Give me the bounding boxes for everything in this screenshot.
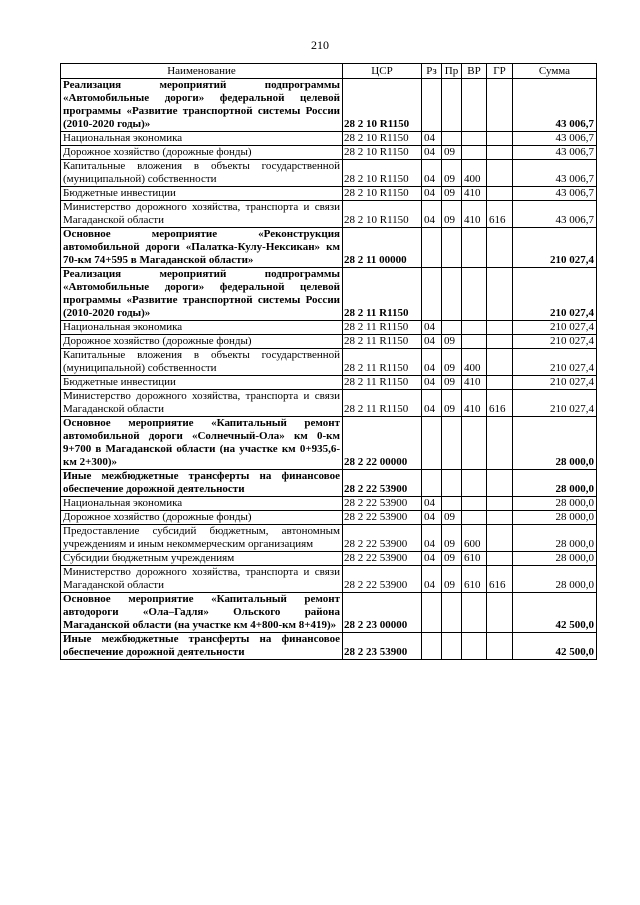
cell-vr	[462, 228, 487, 268]
cell-gr	[487, 79, 513, 132]
cell-vr: 410	[462, 390, 487, 417]
table-row	[61, 79, 597, 132]
cell-csr: 28 2 23 53900	[343, 633, 422, 660]
cell-gr	[487, 417, 513, 470]
table-row	[61, 228, 597, 268]
cell-pr	[442, 268, 462, 321]
cell-csr: 28 2 22 53900	[343, 552, 422, 566]
cell-pr: 09	[442, 160, 462, 187]
cell-sum: 210 027,4	[513, 390, 597, 417]
cell-csr: 28 2 10 R1150	[343, 79, 422, 132]
cell-rz	[422, 417, 442, 470]
cell-pr	[442, 132, 462, 146]
header-name: Наименование	[61, 64, 343, 79]
cell-gr	[487, 321, 513, 335]
table-row	[61, 349, 597, 376]
cell-vr: 610	[462, 566, 487, 593]
cell-vr: 410	[462, 201, 487, 228]
cell-gr	[487, 376, 513, 390]
cell-csr: 28 2 11 R1150	[343, 321, 422, 335]
cell-vr	[462, 593, 487, 633]
cell-csr: 28 2 22 00000	[343, 417, 422, 470]
cell-pr	[442, 497, 462, 511]
cell-csr: 28 2 10 R1150	[343, 132, 422, 146]
cell-name: Бюджетные инвестиции	[61, 376, 343, 390]
cell-vr	[462, 470, 487, 497]
cell-sum: 28 000,0	[513, 511, 597, 525]
cell-name: Реализация мероприятий подпрограммы «Автомобильные дороги» федеральной целевой программы «Развитие транспортной системы России (2010-2020 годы)»	[61, 268, 343, 321]
cell-csr: 28 2 22 53900	[343, 566, 422, 593]
cell-vr	[462, 335, 487, 349]
cell-sum: 28 000,0	[513, 552, 597, 566]
cell-pr: 09	[442, 511, 462, 525]
cell-vr: 600	[462, 525, 487, 552]
cell-name: Министерство дорожного хозяйства, транспорта и связи Магаданской области	[61, 390, 343, 417]
cell-pr: 09	[442, 349, 462, 376]
cell-name: Основное мероприятие «Капитальный ремонт автомобильной дороги «Солнечный-Ола» км 0-км 9+700 в Магаданской области (на участке км 0+935,6-км 2+300)»	[61, 417, 343, 470]
cell-name: Дорожное хозяйство (дорожные фонды)	[61, 335, 343, 349]
cell-vr	[462, 132, 487, 146]
cell-csr: 28 2 22 53900	[343, 511, 422, 525]
cell-csr: 28 2 11 R1150	[343, 349, 422, 376]
header-gr: ГР	[487, 64, 513, 79]
cell-pr	[442, 228, 462, 268]
table-row	[61, 593, 597, 633]
cell-sum: 28 000,0	[513, 525, 597, 552]
cell-csr: 28 2 10 R1150	[343, 160, 422, 187]
cell-rz	[422, 79, 442, 132]
cell-csr: 28 2 22 53900	[343, 497, 422, 511]
cell-vr: 610	[462, 552, 487, 566]
cell-rz: 04	[422, 525, 442, 552]
page-number: 210	[311, 38, 329, 52]
cell-gr	[487, 511, 513, 525]
cell-csr: 28 2 10 R1150	[343, 146, 422, 160]
cell-name: Национальная экономика	[61, 497, 343, 511]
table-row	[61, 390, 597, 417]
cell-gr	[487, 160, 513, 187]
cell-gr	[487, 349, 513, 376]
table-body	[61, 79, 597, 660]
cell-pr	[442, 593, 462, 633]
cell-gr	[487, 593, 513, 633]
cell-vr	[462, 417, 487, 470]
cell-vr	[462, 633, 487, 660]
cell-rz: 04	[422, 321, 442, 335]
header-csr: ЦСР	[343, 64, 422, 79]
cell-vr	[462, 497, 487, 511]
table-row	[61, 633, 597, 660]
cell-pr: 09	[442, 201, 462, 228]
cell-name: Национальная экономика	[61, 321, 343, 335]
cell-gr	[487, 268, 513, 321]
header-vr: ВР	[462, 64, 487, 79]
cell-sum: 28 000,0	[513, 417, 597, 470]
cell-sum: 210 027,4	[513, 335, 597, 349]
cell-sum: 42 500,0	[513, 593, 597, 633]
table-row	[61, 146, 597, 160]
cell-gr: 616	[487, 201, 513, 228]
cell-csr: 28 2 22 53900	[343, 525, 422, 552]
cell-name: Предоставление субсидий бюджетным, автономным учреждениям и иным некоммерческим организациям	[61, 525, 343, 552]
cell-vr: 410	[462, 376, 487, 390]
cell-gr	[487, 552, 513, 566]
cell-sum: 42 500,0	[513, 633, 597, 660]
cell-csr: 28 2 11 R1150	[343, 268, 422, 321]
cell-gr	[487, 633, 513, 660]
cell-gr	[487, 132, 513, 146]
cell-pr: 09	[442, 376, 462, 390]
cell-rz: 04	[422, 552, 442, 566]
table-row	[61, 525, 597, 552]
cell-rz	[422, 593, 442, 633]
cell-rz: 04	[422, 566, 442, 593]
cell-sum: 210 027,4	[513, 321, 597, 335]
table-row	[61, 552, 597, 566]
cell-pr	[442, 321, 462, 335]
cell-vr: 410	[462, 187, 487, 201]
cell-csr: 28 2 11 00000	[343, 228, 422, 268]
cell-sum: 210 027,4	[513, 376, 597, 390]
header-sum: Сумма	[513, 64, 597, 79]
cell-gr	[487, 187, 513, 201]
cell-rz: 04	[422, 349, 442, 376]
table-row	[61, 470, 597, 497]
cell-name: Дорожное хозяйство (дорожные фонды)	[61, 511, 343, 525]
budget-table	[60, 63, 597, 660]
cell-rz: 04	[422, 160, 442, 187]
cell-pr: 09	[442, 566, 462, 593]
cell-pr: 09	[442, 146, 462, 160]
table-row	[61, 497, 597, 511]
cell-csr: 28 2 10 R1150	[343, 187, 422, 201]
cell-gr	[487, 228, 513, 268]
cell-name: Субсидии бюджетным учреждениям	[61, 552, 343, 566]
cell-name: Основное мероприятие «Капитальный ремонт автодороги «Ола–Гадля» Ольского района Магаданской области (на участке км 4+800-км 8+419)»	[61, 593, 343, 633]
cell-csr: 28 2 11 R1150	[343, 390, 422, 417]
cell-rz	[422, 470, 442, 497]
cell-sum: 28 000,0	[513, 497, 597, 511]
cell-pr: 09	[442, 390, 462, 417]
table-row	[61, 566, 597, 593]
cell-csr: 28 2 10 R1150	[343, 201, 422, 228]
header-rz: Рз	[422, 64, 442, 79]
cell-gr	[487, 497, 513, 511]
cell-csr: 28 2 23 00000	[343, 593, 422, 633]
cell-rz: 04	[422, 376, 442, 390]
cell-csr: 28 2 22 53900	[343, 470, 422, 497]
cell-pr	[442, 417, 462, 470]
cell-gr: 616	[487, 390, 513, 417]
table-row	[61, 187, 597, 201]
header-pr: Пр	[442, 64, 462, 79]
cell-sum: 43 006,7	[513, 201, 597, 228]
cell-pr: 09	[442, 335, 462, 349]
cell-pr: 09	[442, 525, 462, 552]
table-row	[61, 417, 597, 470]
cell-name: Иные межбюджетные трансферты на финансовое обеспечение дорожной деятельности	[61, 633, 343, 660]
cell-pr: 09	[442, 187, 462, 201]
cell-pr: 09	[442, 552, 462, 566]
cell-name: Основное мероприятие «Реконструкция автомобильной дороги «Палатка-Кулу-Нексикан» км 70-км 74+595 в Магаданской области»	[61, 228, 343, 268]
cell-rz: 04	[422, 511, 442, 525]
cell-sum: 210 027,4	[513, 268, 597, 321]
cell-vr	[462, 321, 487, 335]
cell-pr	[442, 633, 462, 660]
cell-name: Национальная экономика	[61, 132, 343, 146]
cell-sum: 210 027,4	[513, 349, 597, 376]
table-row	[61, 132, 597, 146]
cell-csr: 28 2 11 R1150	[343, 376, 422, 390]
cell-rz: 04	[422, 497, 442, 511]
cell-rz	[422, 228, 442, 268]
cell-name: Бюджетные инвестиции	[61, 187, 343, 201]
cell-sum: 210 027,4	[513, 228, 597, 268]
cell-vr	[462, 511, 487, 525]
cell-sum: 43 006,7	[513, 160, 597, 187]
cell-vr	[462, 79, 487, 132]
cell-name: Министерство дорожного хозяйства, транспорта и связи Магаданской области	[61, 566, 343, 593]
cell-rz: 04	[422, 146, 442, 160]
cell-rz	[422, 268, 442, 321]
cell-gr	[487, 146, 513, 160]
table-row	[61, 268, 597, 321]
cell-vr: 400	[462, 160, 487, 187]
cell-rz	[422, 633, 442, 660]
cell-vr	[462, 268, 487, 321]
table-row	[61, 160, 597, 187]
cell-csr: 28 2 11 R1150	[343, 335, 422, 349]
cell-gr	[487, 335, 513, 349]
cell-rz: 04	[422, 187, 442, 201]
cell-name: Иные межбюджетные трансферты на финансовое обеспечение дорожной деятельности	[61, 470, 343, 497]
cell-rz: 04	[422, 335, 442, 349]
cell-vr: 400	[462, 349, 487, 376]
cell-sum: 43 006,7	[513, 146, 597, 160]
cell-rz: 04	[422, 201, 442, 228]
table-row	[61, 511, 597, 525]
table-row	[61, 201, 597, 228]
cell-name: Реализация мероприятий подпрограммы «Автомобильные дороги» федеральной целевой программы «Развитие транспортной системы России (2010-2020 годы)»	[61, 79, 343, 132]
cell-sum: 28 000,0	[513, 470, 597, 497]
cell-name: Капитальные вложения в объекты государственной (муниципальной) собственности	[61, 349, 343, 376]
cell-sum: 43 006,7	[513, 132, 597, 146]
cell-name: Министерство дорожного хозяйства, транспорта и связи Магаданской области	[61, 201, 343, 228]
cell-sum: 43 006,7	[513, 79, 597, 132]
cell-pr	[442, 470, 462, 497]
cell-rz: 04	[422, 390, 442, 417]
cell-gr: 616	[487, 566, 513, 593]
cell-sum: 28 000,0	[513, 566, 597, 593]
table-row	[61, 376, 597, 390]
cell-rz: 04	[422, 132, 442, 146]
cell-vr	[462, 146, 487, 160]
cell-gr	[487, 470, 513, 497]
cell-sum: 43 006,7	[513, 187, 597, 201]
table-row	[61, 321, 597, 335]
cell-name: Капитальные вложения в объекты государственной (муниципальной) собственности	[61, 160, 343, 187]
cell-pr	[442, 79, 462, 132]
cell-gr	[487, 525, 513, 552]
table-header-row	[61, 64, 597, 79]
cell-name: Дорожное хозяйство (дорожные фонды)	[61, 146, 343, 160]
table-row	[61, 335, 597, 349]
